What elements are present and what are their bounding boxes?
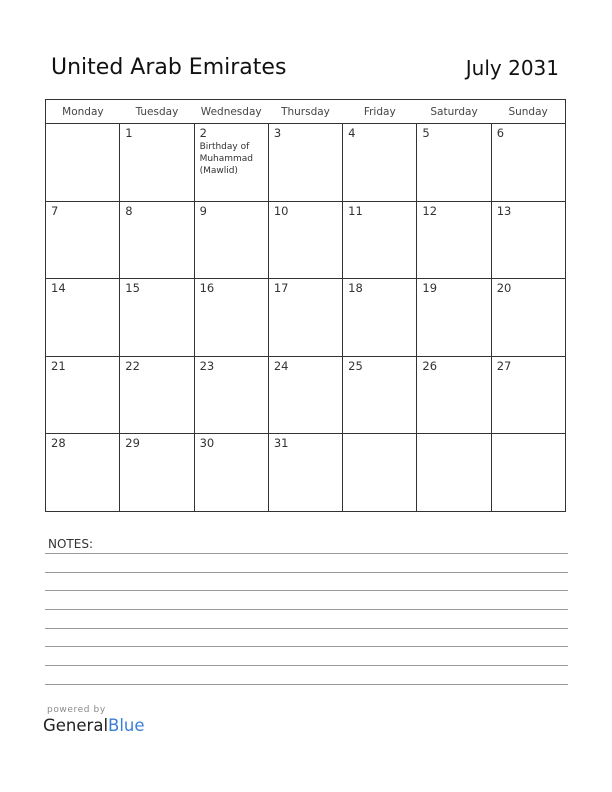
holiday-event: Birthday of Muhammad (Mawlid) [199, 142, 254, 176]
weekday-header: Thursday [268, 100, 342, 124]
calendar-week-row [46, 434, 566, 512]
day-number: 4 [348, 126, 356, 140]
calendar-day-cell [120, 434, 194, 512]
calendar-day-cell [120, 356, 194, 434]
calendar-day-cell [343, 279, 417, 357]
note-line [45, 646, 568, 647]
calendar-day-cell [417, 201, 491, 279]
day-number: 1 [125, 126, 133, 140]
calendar-week-row [46, 356, 566, 434]
day-number: 30 [199, 436, 215, 451]
note-line [45, 609, 568, 610]
weekday-header: Tuesday [120, 100, 194, 124]
day-number: 20 [496, 281, 512, 296]
day-number: 17 [273, 281, 289, 296]
weekday-header: Monday [46, 100, 120, 124]
calendar-day-cell [46, 201, 120, 279]
day-number: 19 [422, 281, 438, 296]
calendar-day-cell [120, 124, 194, 202]
day-number: 10 [273, 203, 289, 218]
calendar-week-row [46, 279, 566, 357]
calendar-day-cell [491, 356, 565, 434]
day-number: 31 [273, 436, 289, 451]
calendar-day-cell [343, 356, 417, 434]
calendar-day-cell [194, 279, 268, 357]
day-number: 6 [496, 126, 505, 140]
weekday-header: Wednesday [194, 100, 268, 124]
note-line [45, 572, 568, 573]
calendar-day-cell [194, 434, 268, 512]
calendar-day-cell [194, 124, 268, 202]
notes-label: NOTES: [48, 537, 93, 551]
calendar-day-cell [343, 434, 417, 512]
calendar-day-cell [417, 434, 491, 512]
day-number: 14 [51, 281, 66, 296]
calendar-day-cell [120, 279, 194, 357]
calendar-week-row [46, 124, 566, 202]
calendar-day-cell [268, 124, 342, 202]
calendar-day-cell [194, 356, 268, 434]
day-number: 21 [51, 358, 66, 373]
day-number: 2 [199, 126, 207, 140]
calendar-day-cell [417, 124, 491, 202]
calendar-day-cell [268, 356, 342, 434]
day-number: 28 [51, 436, 66, 451]
calendar-day-cell [417, 356, 491, 434]
day-number: 23 [199, 358, 215, 373]
calendar-day-cell [46, 356, 120, 434]
day-number: 7 [51, 203, 59, 218]
day-number: 22 [125, 358, 140, 373]
day-number: 9 [199, 203, 207, 218]
calendar-day-cell [268, 279, 342, 357]
calendar-day-cell [194, 201, 268, 279]
note-line [45, 628, 568, 629]
calendar-grid [45, 99, 566, 512]
calendar-day-cell [268, 434, 342, 512]
note-line [45, 590, 568, 591]
day-number: 13 [496, 203, 512, 218]
weekday-header: Saturday [417, 100, 491, 124]
day-number: 27 [496, 358, 512, 373]
weekday-header-row [46, 100, 566, 124]
day-number: 11 [348, 203, 363, 218]
note-line [45, 665, 568, 666]
weekday-header: Sunday [491, 100, 565, 124]
note-line [45, 553, 568, 554]
calendar-country-title: United Arab Emirates [51, 55, 287, 80]
calendar-day-cell [46, 279, 120, 357]
calendar-day-cell [46, 124, 120, 202]
calendar-day-cell [417, 279, 491, 357]
day-number: 18 [348, 281, 363, 296]
calendar-week-row [46, 201, 566, 279]
calendar-day-cell [491, 201, 565, 279]
calendar-month-year: July 2031 [465, 56, 559, 80]
calendar-day-cell [491, 434, 565, 512]
day-number: 8 [125, 203, 133, 218]
calendar-body [46, 124, 566, 512]
day-number: 16 [199, 281, 215, 296]
day-number: 24 [273, 358, 289, 373]
day-number: 5 [422, 126, 430, 140]
note-line [45, 684, 568, 685]
day-number: 26 [422, 358, 438, 373]
powered-by-text: powered by [47, 705, 106, 715]
calendar-day-cell [491, 279, 565, 357]
calendar-day-cell [46, 434, 120, 512]
day-number: 12 [422, 203, 438, 218]
calendar-day-cell [343, 124, 417, 202]
day-number: 3 [273, 126, 282, 140]
weekday-header: Friday [343, 100, 417, 124]
day-number: 29 [125, 436, 140, 451]
calendar-day-cell [343, 201, 417, 279]
brand-general-text: General [43, 716, 109, 735]
day-number: 15 [125, 281, 140, 296]
calendar-day-cell [268, 201, 342, 279]
brand-blue-text: Blue [108, 716, 145, 735]
calendar-day-cell [491, 124, 565, 202]
generalblue-logo[interactable] [43, 716, 145, 735]
calendar-day-cell [120, 201, 194, 279]
day-number: 25 [348, 358, 363, 373]
